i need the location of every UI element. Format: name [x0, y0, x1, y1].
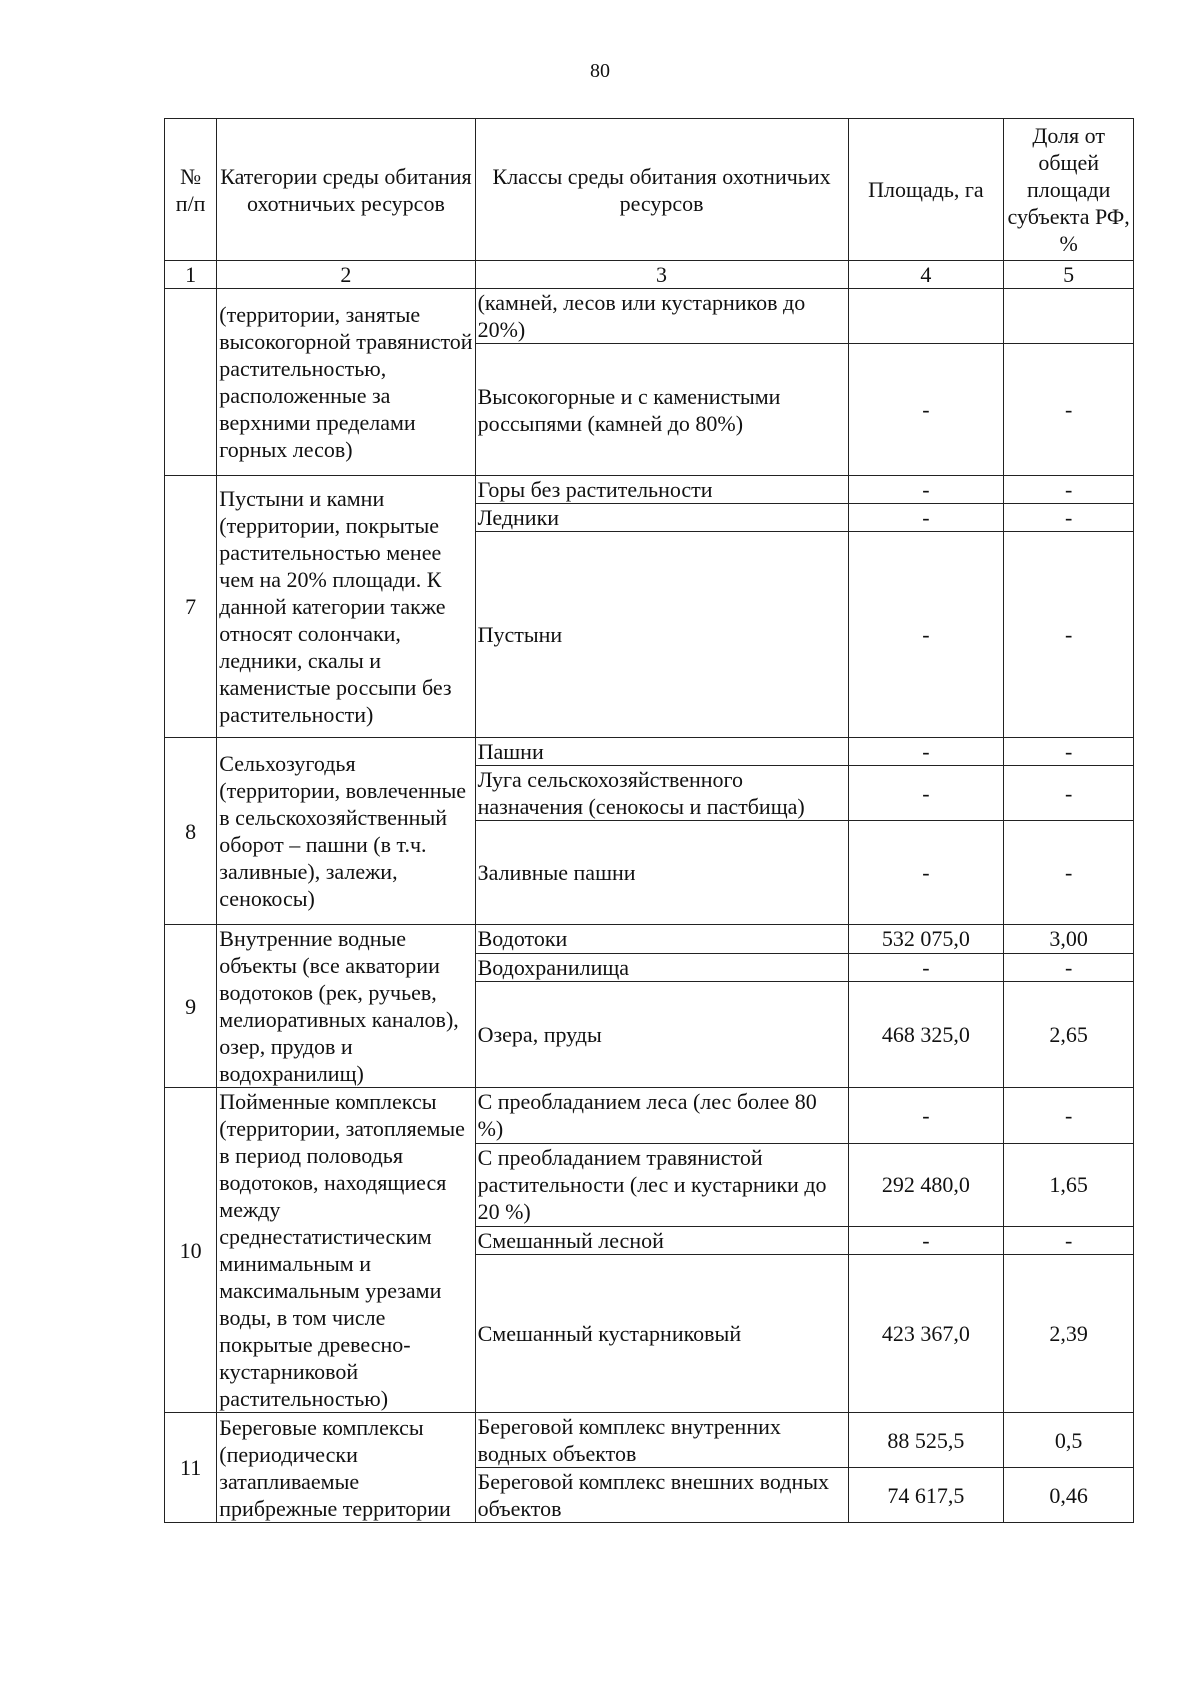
category-cell: Береговые комплексы (периодически затапливаемые прибрежные территории — [217, 1413, 475, 1523]
class-cell: Береговой комплекс внутренних водных объектов — [475, 1413, 848, 1468]
class-cell: С преобладанием травянистой растительности (лес и кустарники до 20 %) — [475, 1143, 848, 1226]
share-cell: - — [1004, 1088, 1134, 1144]
table-row — [165, 925, 1134, 954]
category-cell: Пустыни и камни (территории, покрытые растительностью менее чем на 20% площади. К данной категории также относят солончаки, ледники, скалы и каменистые россыпи без растительности) — [217, 476, 475, 738]
class-cell: Смешанный лесной — [475, 1226, 848, 1254]
class-cell: Горы без растительности — [475, 476, 848, 504]
category-cell: Внутренние водные объекты (все акватории водотоков (рек, ручьев, мелиоративных каналов), озер, прудов и водохранилищ) — [217, 925, 475, 1088]
share-cell — [1004, 289, 1134, 344]
column-index: 2 — [217, 261, 475, 289]
class-cell: С преобладанием леса (лес более 80 %) — [475, 1088, 848, 1144]
share-cell: - — [1004, 504, 1134, 532]
class-cell: Ледники — [475, 504, 848, 532]
area-cell: - — [848, 738, 1004, 766]
table-row — [165, 1088, 1134, 1144]
column-index-row — [165, 261, 1134, 289]
area-cell: - — [848, 344, 1004, 476]
share-cell: - — [1004, 1226, 1134, 1254]
table-header-row — [165, 119, 1134, 261]
area-cell: - — [848, 1088, 1004, 1144]
area-cell: - — [848, 821, 1004, 925]
class-cell: Водотоки — [475, 925, 848, 954]
area-cell: 423 367,0 — [848, 1255, 1004, 1413]
class-cell: Береговой комплекс внешних водных объектов — [475, 1468, 848, 1523]
share-cell: - — [1004, 476, 1134, 504]
row-number: 10 — [165, 1088, 217, 1413]
header-share: Доля от общей площади субъекта РФ, % — [1004, 119, 1134, 261]
area-cell: - — [848, 504, 1004, 532]
share-cell: 0,5 — [1004, 1413, 1134, 1468]
category-cell: Пойменные комплексы (территории, затопляемые в период половодья водотоков, находящиеся между среднестатистическим минимальным и максимальным урезами воды, в том числе покрытые древесно-кустарниковой растительностью) — [217, 1088, 475, 1413]
header-class: Классы среды обитания охотничьих ресурсов — [475, 119, 848, 261]
area-cell: 74 617,5 — [848, 1468, 1004, 1523]
table-row — [165, 289, 1134, 344]
class-cell: Высокогорные и с каменистыми россыпями (камней до 80%) — [475, 344, 848, 476]
class-cell: Луга сельскохозяйственного назначения (сенокосы и пастбища) — [475, 766, 848, 821]
row-number: 11 — [165, 1413, 217, 1523]
category-cell: Сельхозугодья (территории, вовлеченные в сельскохозяйственный оборот – пашни (в т.ч. заливные), залежи, сенокосы) — [217, 738, 475, 925]
share-cell: - — [1004, 953, 1134, 982]
area-cell — [848, 289, 1004, 344]
page-number: 80 — [590, 60, 610, 82]
row-number: 8 — [165, 738, 217, 925]
area-cell: 468 325,0 — [848, 982, 1004, 1088]
share-cell: - — [1004, 344, 1134, 476]
class-cell: Пашни — [475, 738, 848, 766]
class-cell: Пустыни — [475, 532, 848, 738]
class-cell: Озера, пруды — [475, 982, 848, 1088]
area-cell: 292 480,0 — [848, 1143, 1004, 1226]
share-cell: - — [1004, 738, 1134, 766]
share-cell: - — [1004, 532, 1134, 738]
table-row — [165, 738, 1134, 766]
area-cell: - — [848, 1226, 1004, 1254]
row-number: 9 — [165, 925, 217, 1088]
share-cell: 2,65 — [1004, 982, 1134, 1088]
row-number — [165, 289, 217, 476]
table-row — [165, 476, 1134, 504]
area-cell: - — [848, 476, 1004, 504]
share-cell: 1,65 — [1004, 1143, 1134, 1226]
header-category: Категории среды обитания охотничьих ресурсов — [217, 119, 475, 261]
header-area: Площадь, га — [848, 119, 1004, 261]
header-number: № п/п — [165, 119, 217, 261]
area-cell: 532 075,0 — [848, 925, 1004, 954]
share-cell: 2,39 — [1004, 1255, 1134, 1413]
row-number: 7 — [165, 476, 217, 738]
share-cell: - — [1004, 766, 1134, 821]
area-cell: 88 525,5 — [848, 1413, 1004, 1468]
share-cell: 0,46 — [1004, 1468, 1134, 1523]
class-cell: (камней, лесов или кустарников до 20%) — [475, 289, 848, 344]
area-cell: - — [848, 766, 1004, 821]
column-index: 3 — [475, 261, 848, 289]
column-index: 5 — [1004, 261, 1134, 289]
category-cell: (территории, занятые высокогорной травянистой растительностью, расположенные за верхними пределами горных лесов) — [217, 289, 475, 476]
class-cell: Заливные пашни — [475, 821, 848, 925]
share-cell: 3,00 — [1004, 925, 1134, 954]
area-cell: - — [848, 953, 1004, 982]
table-row — [165, 1413, 1134, 1468]
column-index: 1 — [165, 261, 217, 289]
table-body — [165, 289, 1134, 1523]
area-cell: - — [848, 532, 1004, 738]
class-cell: Смешанный кустарниковый — [475, 1255, 848, 1413]
habitat-classes-table — [164, 118, 1134, 1523]
share-cell: - — [1004, 821, 1134, 925]
column-index: 4 — [848, 261, 1004, 289]
class-cell: Водохранилища — [475, 953, 848, 982]
